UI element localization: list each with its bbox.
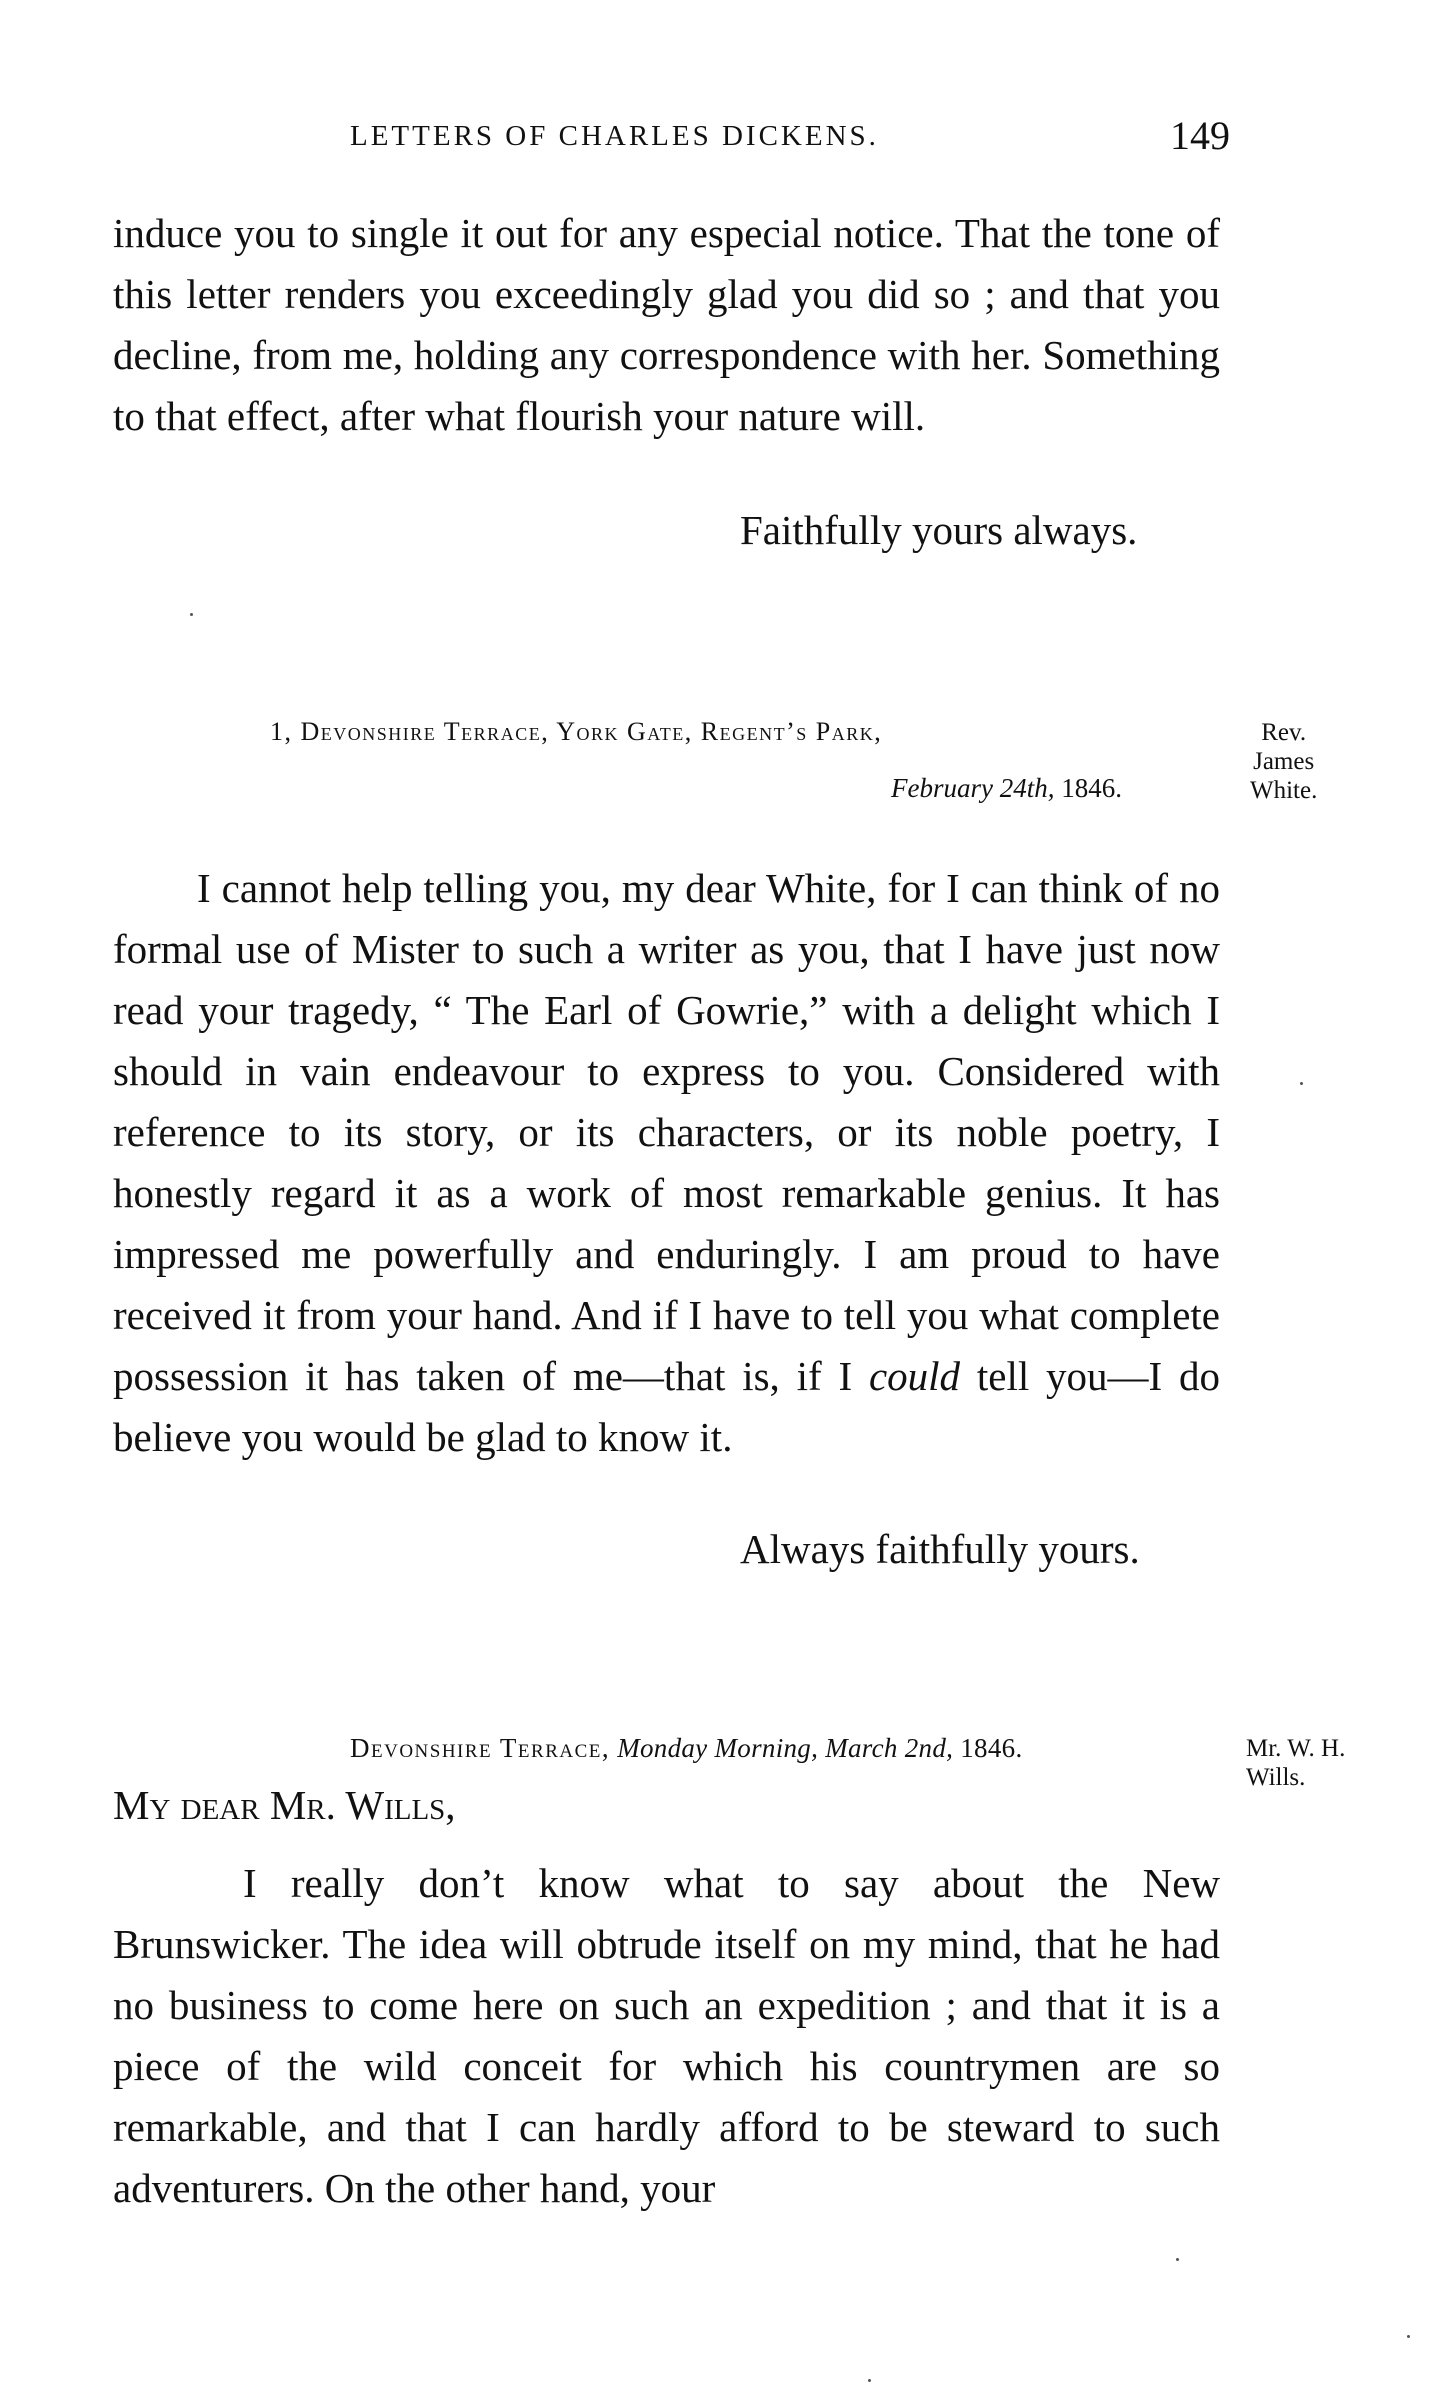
page-speck xyxy=(1407,2335,1410,2338)
margin-note-line: Mr. W. H. xyxy=(1246,1735,1346,1762)
letter-body-2-text xyxy=(113,858,1220,1468)
body-text-end: tell you—I do believe you would be glad to know it. xyxy=(113,1353,1221,1460)
margin-note-line: James xyxy=(1253,748,1315,775)
letter-body-3-text: I really don’t know what to say about the New Brunswicker. The idea will obtrude itself on my mind, that he had no business to come here on such an expedition ; and that it is a piece of the wild conceit for which his countrymen are so remarkable, and that I can hardly afford to be steward to such adventurers. On the other hand, your xyxy=(113,1860,1220,2211)
body-emphasis: could xyxy=(868,1353,961,1399)
margin-note-line: Wills. xyxy=(1246,1764,1306,1791)
body-text: I cannot help telling you, my dear White, for I can think of no formal use of Mister to such a writer as you, that I have just now read your tragedy, “ The Earl of Gowrie,” with a delight which I should in vain endeavour to express to you. Considered with reference to its story, or its characters, or its noble poetry, I honestly regard it as a work of most remarkable genius. It has impressed me powerfully and enduringly. I am proud to have received it from your hand. And if I have to tell you what complete possession it has taken of me—that is, if I xyxy=(113,865,1220,1399)
margin-note-line: White. xyxy=(1250,777,1318,804)
margin-note-line: Rev. xyxy=(1261,719,1307,746)
running-title: LETTERS OF CHARLES DICKENS. xyxy=(350,120,879,152)
date-year: 1846. xyxy=(1054,773,1122,803)
letter-signoff-2: Always faithfully yours. xyxy=(740,1526,1140,1572)
letter-signoff-1: Faithfully yours always. xyxy=(740,507,1138,553)
letter-body-2 xyxy=(113,858,1220,1468)
salutation: My dear Mr. Wills, xyxy=(113,1782,456,1828)
page-number: 149 xyxy=(1170,113,1230,158)
address-text: Devonshire Terrace, xyxy=(350,1733,611,1763)
letter-continuation xyxy=(113,203,1220,447)
address-text: 1, Devonshire Terrace, York Gate, Regent’s Park, xyxy=(270,717,883,746)
page-speck xyxy=(868,2379,871,2382)
date-year: 1846. xyxy=(953,1733,1023,1763)
margin-note-recipient-3 xyxy=(1246,1734,1345,1792)
letter-address-2 xyxy=(270,717,882,747)
page-speck xyxy=(1176,2258,1179,2261)
page-speck xyxy=(1300,1082,1303,1085)
margin-note-recipient-2 xyxy=(1250,718,1317,805)
date-italic: Monday Morning, March 2nd, xyxy=(617,1733,954,1763)
running-head xyxy=(350,112,1230,162)
letter-body-3 xyxy=(113,1853,1220,2219)
letter-dateline-3 xyxy=(350,1733,1023,1764)
letter-continuation-text: induce you to single it out for any especial notice. That the tone of this letter renders you exceedingly glad you did so ; and that you decline, from me, holding any correspondence with her. Something to that effect, after what flourish your nature will. xyxy=(113,210,1220,439)
page-speck xyxy=(190,613,193,616)
date-italic: February 24th, xyxy=(891,773,1055,803)
letter-date-2 xyxy=(891,773,1122,804)
